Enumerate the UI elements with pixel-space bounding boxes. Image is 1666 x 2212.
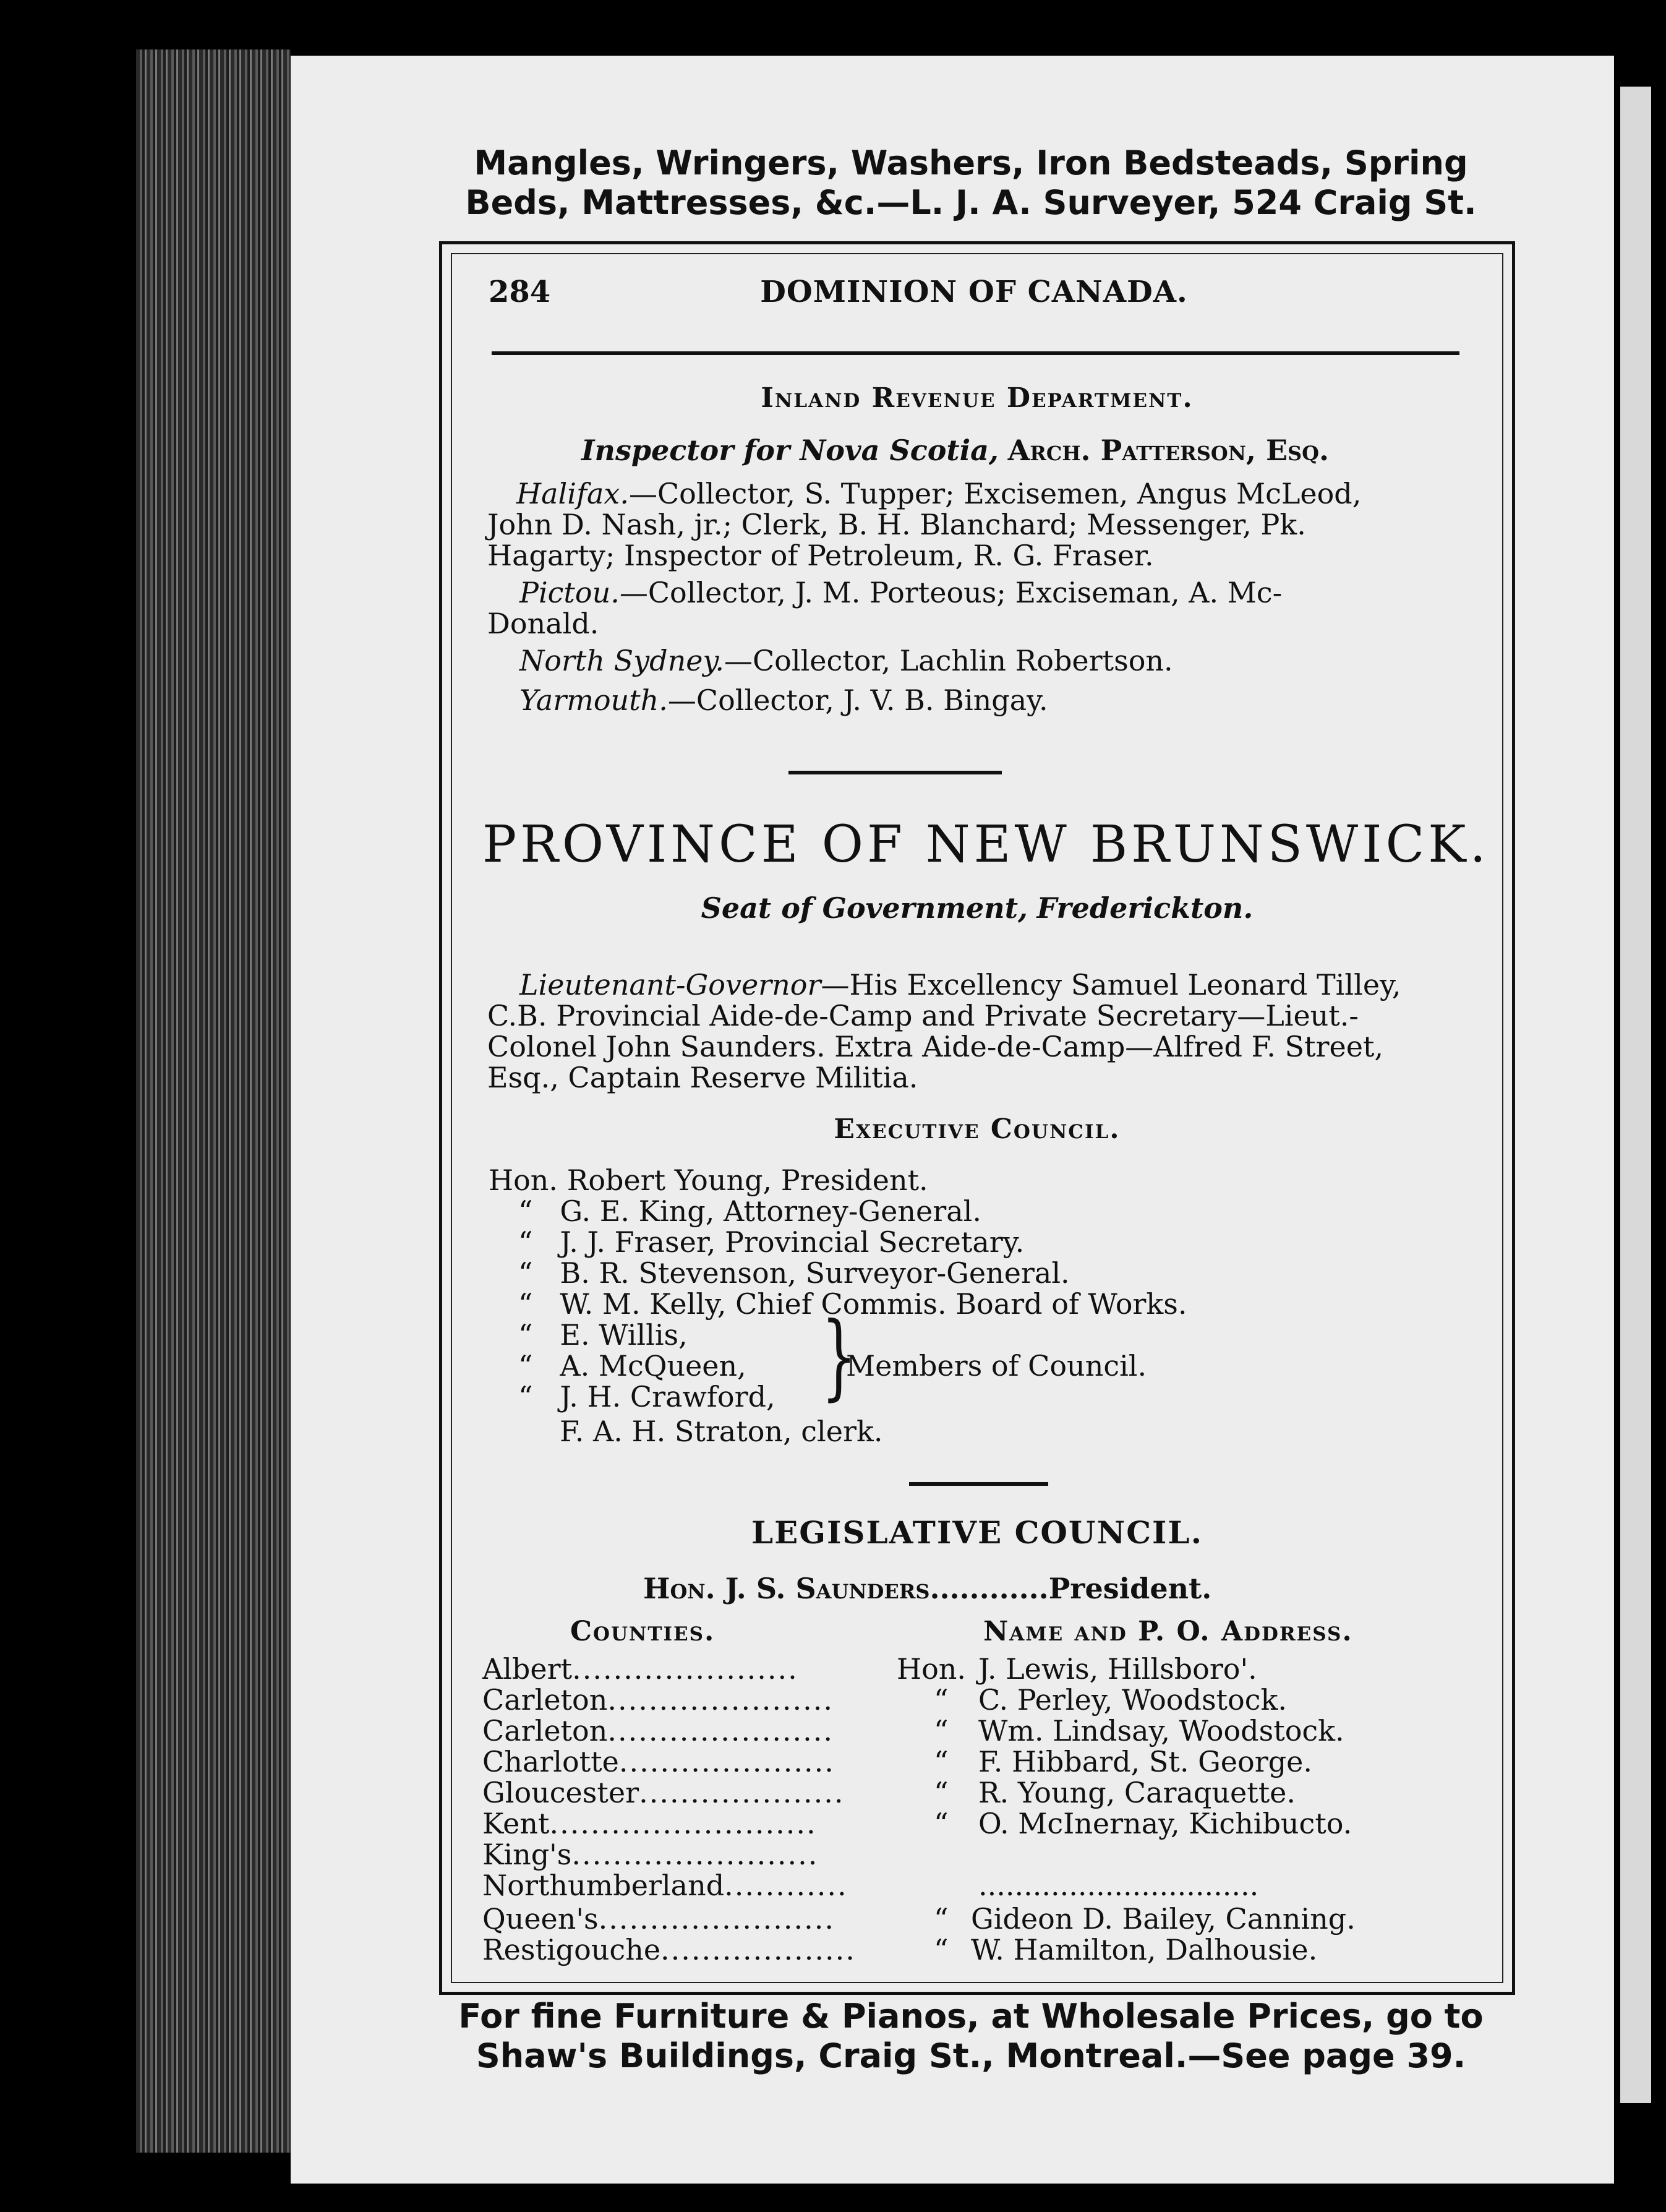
leader-dots: .................... bbox=[639, 1776, 845, 1809]
honor-cell: Hon. bbox=[897, 1652, 967, 1686]
exec-member-row bbox=[518, 1348, 746, 1383]
exec-member-row bbox=[518, 1256, 1070, 1290]
north-sydney-place: North Sydney. bbox=[519, 644, 724, 677]
seat-of-government-line bbox=[482, 891, 1472, 925]
exec-member-row bbox=[518, 1318, 688, 1352]
inspector-role: Inspector for Nova Scotia, bbox=[581, 434, 999, 467]
table-row bbox=[482, 1744, 835, 1779]
table-row bbox=[482, 1806, 817, 1841]
inspector-name: Arch. Patterson, Esq. bbox=[1007, 434, 1330, 467]
bottom-ad-line-1: For fine Furniture & Pianos, at Wholesale Prices, go to bbox=[458, 1997, 1484, 2036]
pictou-line-1 bbox=[519, 575, 1282, 610]
lieutenant-governor-text-1: —His Excellency Samuel Leonard Tilley, bbox=[821, 968, 1401, 1001]
exec-member-text: W. M. Kelly, Chief Commis. Board of Works. bbox=[560, 1287, 1187, 1321]
top-advertisement bbox=[427, 144, 1515, 223]
halifax-line-3: Hagarty; Inspector of Petroleum, R. G. Fraser. bbox=[487, 539, 1154, 572]
member-cell: ............................... bbox=[978, 1869, 1259, 1902]
bottom-ad-line-2: Shaw's Buildings, Craig St., Montreal.—See page 39. bbox=[476, 2036, 1466, 2075]
table-row bbox=[482, 1683, 834, 1717]
ditto-mark: “ bbox=[518, 1287, 533, 1321]
president-dots: ............ bbox=[929, 1572, 1049, 1605]
exec-member-prefix: Hon. bbox=[489, 1164, 558, 1197]
leader-dots: ............ bbox=[724, 1869, 848, 1902]
lieutenant-governor-role: Lieutenant-Governor bbox=[519, 968, 821, 1001]
county-cell: Charlotte bbox=[482, 1745, 619, 1778]
top-ad-line-1: Mangles, Wringers, Washers, Iron Bedsteads, Spring bbox=[474, 144, 1468, 182]
header-rule bbox=[492, 351, 1459, 355]
honor-cell: “ bbox=[934, 1807, 949, 1840]
pictou-place: Pictou. bbox=[519, 576, 620, 609]
member-cell: C. Perley, Woodstock. bbox=[978, 1683, 1287, 1717]
ditto-mark: “ bbox=[518, 1194, 533, 1228]
inspector-line bbox=[581, 433, 1329, 468]
member-cell: O. McInernay, Kichibucto. bbox=[978, 1807, 1352, 1840]
member-cell: W. Hamilton, Dalhousie. bbox=[971, 1933, 1318, 1966]
table-row bbox=[482, 1652, 798, 1686]
member-cell: F. Hibbard, St. George. bbox=[978, 1745, 1313, 1778]
section-rule-1 bbox=[788, 771, 1002, 774]
lieutenant-governor-line-2: C.B. Provincial Aide-de-Camp and Private Secretary—Lieut.- bbox=[487, 999, 1359, 1032]
table-row bbox=[482, 1901, 835, 1936]
pictou-line-2: Donald. bbox=[487, 607, 599, 640]
top-ad-line-2: Beds, Mattresses, &c.—L. J. A. Surveyer, 524 Craig St. bbox=[465, 183, 1477, 222]
leader-dots: ....................... bbox=[598, 1902, 835, 1936]
halifax-text-1: —Collector, S. Tupper; Excisemen, Angus McLeod, bbox=[628, 477, 1362, 510]
county-cell: Restigouche bbox=[482, 1933, 661, 1966]
yarmouth-place: Yarmouth. bbox=[519, 684, 668, 717]
president-line bbox=[643, 1571, 1211, 1606]
yarmouth-line bbox=[519, 683, 1048, 718]
leader-dots: ........................ bbox=[571, 1838, 819, 1871]
exec-member-text: A. McQueen, bbox=[560, 1349, 746, 1382]
bottom-advertisement bbox=[427, 1997, 1515, 2076]
honor-cell: “ bbox=[934, 1745, 949, 1778]
halifax-line-1 bbox=[516, 476, 1361, 511]
table-row bbox=[482, 1868, 848, 1903]
member-cell: R. Young, Caraquette. bbox=[978, 1776, 1296, 1809]
col-header-counties: Counties. bbox=[570, 1616, 716, 1647]
honor-cell: “ bbox=[934, 1776, 949, 1809]
book-page-edges bbox=[136, 49, 291, 2153]
president-role: President. bbox=[1048, 1572, 1212, 1605]
county-cell: Queen's bbox=[482, 1902, 599, 1936]
member-cell: Gideon D. Bailey, Canning. bbox=[971, 1902, 1356, 1936]
halifax-place: Halifax. bbox=[516, 477, 629, 510]
leader-dots: ...................... bbox=[607, 1714, 834, 1747]
table-row bbox=[482, 1932, 856, 1967]
county-cell: Northumberland bbox=[482, 1869, 725, 1902]
exec-clerk-row bbox=[560, 1414, 882, 1449]
executive-council-title: Executive Council. bbox=[834, 1113, 1121, 1145]
county-cell: Albert bbox=[482, 1652, 573, 1686]
halifax-line-2: John D. Nash, jr.; Clerk, B. H. Blanchard; Messenger, Pk. bbox=[487, 508, 1306, 541]
exec-member-text: J. H. Crawford, bbox=[560, 1380, 775, 1413]
honor-cell: “ bbox=[934, 1683, 949, 1717]
honor-cell: “ bbox=[934, 1902, 949, 1936]
exec-member-text: Robert Young, President. bbox=[566, 1164, 928, 1197]
inland-revenue-title: Inland Revenue Department. bbox=[761, 382, 1194, 414]
exec-member-row bbox=[518, 1379, 775, 1414]
ditto-mark: “ bbox=[518, 1225, 533, 1259]
ditto-mark: “ bbox=[518, 1256, 533, 1290]
lieutenant-governor-line-4: Esq., Captain Reserve Militia. bbox=[487, 1061, 918, 1094]
member-cell: J. Lewis, Hillsboro'. bbox=[978, 1652, 1257, 1686]
running-head: DOMINION OF CANADA. bbox=[760, 275, 1188, 309]
table-row bbox=[482, 1713, 834, 1748]
north-sydney-text: —Collector, Lachlin Robertson. bbox=[724, 644, 1173, 677]
exec-member-text: J. J. Fraser, Provincial Secretary. bbox=[560, 1225, 1025, 1259]
table-row bbox=[482, 1837, 818, 1872]
exec-member-text: B. R. Stevenson, Surveyor-General. bbox=[560, 1256, 1070, 1290]
county-cell: Carleton bbox=[482, 1714, 608, 1747]
leader-dots: ................... bbox=[660, 1933, 856, 1966]
members-of-council-label: Members of Council. bbox=[846, 1349, 1147, 1382]
seat-city: Frederickton. bbox=[1036, 891, 1254, 925]
county-cell: Carleton bbox=[482, 1683, 608, 1717]
leader-dots: ...................... bbox=[607, 1683, 834, 1717]
exec-member-row bbox=[518, 1225, 1024, 1259]
section-rule-2 bbox=[909, 1482, 1048, 1486]
leader-dots: ..................... bbox=[618, 1745, 835, 1778]
county-cell: Gloucester bbox=[482, 1776, 639, 1809]
province-title: PROVINCE OF NEW BRUNSWICK. bbox=[482, 815, 1490, 874]
yarmouth-text: —Collector, J. V. B. Bingay. bbox=[667, 684, 1048, 717]
exec-member-text: G. E. King, Attorney-General. bbox=[560, 1194, 981, 1228]
north-sydney-line bbox=[519, 643, 1173, 678]
honor-cell: “ bbox=[934, 1714, 949, 1747]
ditto-mark: “ bbox=[518, 1349, 533, 1382]
exec-member-text: E. Willis, bbox=[560, 1318, 688, 1352]
col-header-name-address: Name and P. O. Address. bbox=[983, 1616, 1353, 1647]
leader-dots: ...................... bbox=[572, 1652, 798, 1686]
exec-member-row bbox=[518, 1194, 981, 1228]
pictou-text-1: —Collector, J. M. Porteous; Exciseman, A. Mc- bbox=[619, 576, 1283, 609]
table-row bbox=[482, 1775, 845, 1810]
lieutenant-governor-line-3: Colonel John Saunders. Extra Aide-de-Camp—Alfred F. Street, bbox=[487, 1030, 1384, 1063]
page-number: 284 bbox=[489, 275, 551, 309]
leader-dots: .......................... bbox=[549, 1807, 817, 1840]
members-brace: } bbox=[821, 1303, 857, 1410]
next-page-edge bbox=[1614, 87, 1651, 2103]
county-cell: Kent bbox=[482, 1807, 550, 1840]
county-cell: King's bbox=[482, 1838, 572, 1871]
honor-cell: “ bbox=[934, 1933, 949, 1966]
member-cell: Wm. Lindsay, Woodstock. bbox=[978, 1714, 1344, 1747]
exec-member-text: F. A. H. Straton, clerk. bbox=[560, 1415, 883, 1448]
president-name: Hon. J. S. Saunders bbox=[643, 1572, 930, 1605]
lieutenant-governor-line-1 bbox=[519, 967, 1401, 1002]
seat-label: Seat of Government, bbox=[701, 891, 1028, 925]
ditto-mark: “ bbox=[518, 1318, 533, 1352]
ditto-mark: “ bbox=[518, 1380, 533, 1413]
exec-member-row bbox=[489, 1163, 928, 1198]
legislative-council-title: LEGISLATIVE COUNCIL. bbox=[751, 1514, 1203, 1551]
